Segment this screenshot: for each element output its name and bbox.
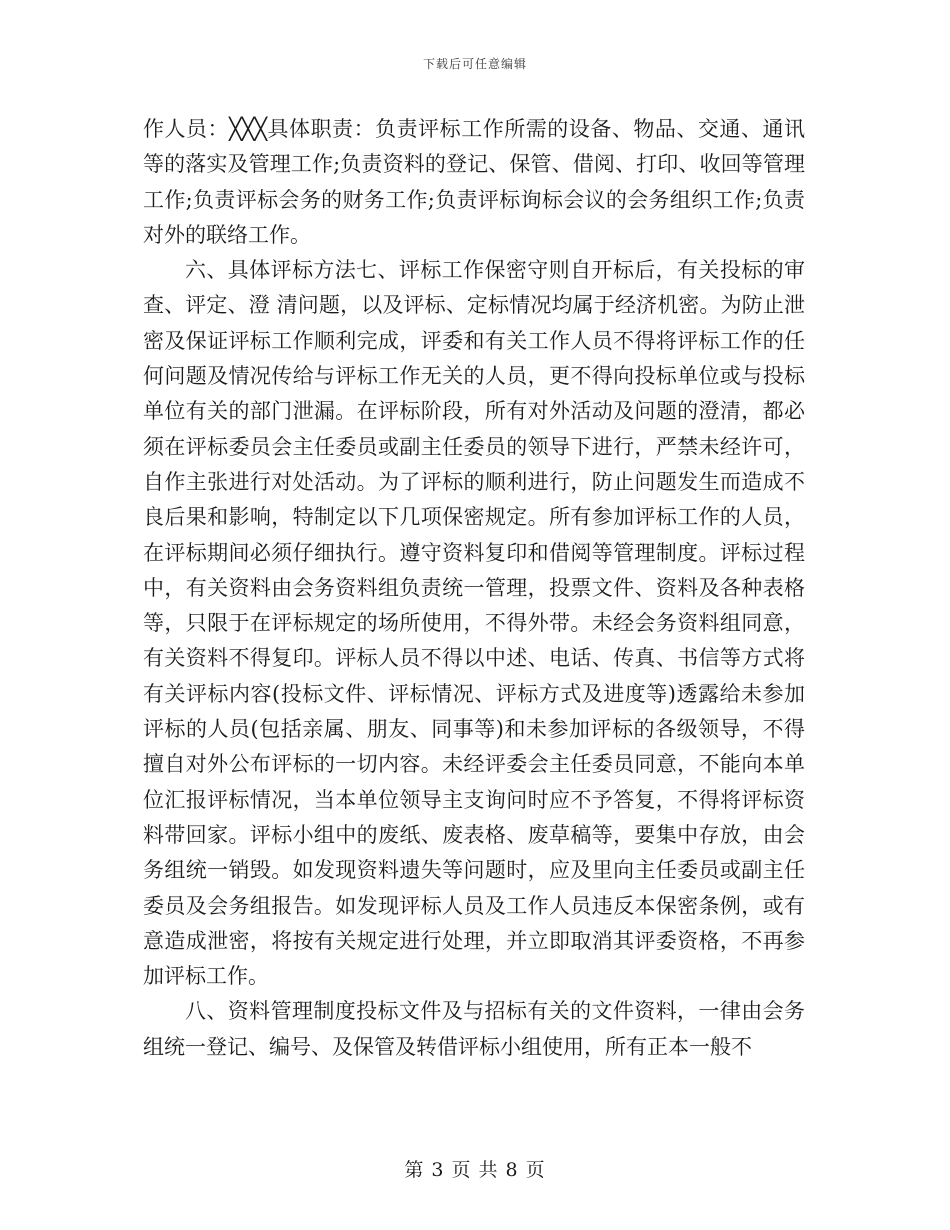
page-header-note: 下载后可任意编辑 [422,57,527,71]
page-number: 第 3 页 共 8 页 [404,1159,546,1181]
paragraph-confidentiality-rules: 六、具体评标方法七、评标工作保密守则自开标后，有关投标的审查、评定、澄 清问题，以及评标、定标情况均属于经济机密。为防止泄密及保证评标工作顺利完成，评委和有关工作人员不得将评标工作的任何问题及情况传给与评标工作无关的人员，更不得向投标单位或与投标单位有关的部门泄漏。在评标阶段，所有对外活动及问题的澄清，都必须在评标委员会主任委员或副主任委员的领导下进行，严禁未经许可，自作主张进行对处活动。为了评标的顺利进行，防止问题发生而造成不良后果和影响，特制定以下几项保密规定。所有参加评标工作的人员，在评标期间必须仔细执行。遵守资料复印和借阅等管理制度。评标过程中，有关资料由会务资料组负责统一管理，投票文件、资料及各种表格等，只限于在评标规定的场所使用，不得外带。未经会务资料组同意，有关资料不得复印。评标人员不得以中述、电话、传真、书信等方式将有关评标内容(投标文件、评标情况、评标方式及进度等)透露给未参加评标的人员(包括亲属、朋友、同事等)和未参加评标的各级领导，不得擅自对外公布评标的一切内容。未经评委会主任委员同意，不能向本单位汇报评标情况，当本单位领导主支询问时应不予答复，不得将评标资料带回家。评标小组中的废纸、废表格、废草稿等，要集中存放，由会务组统一销毁。如发现资料遗失等问题时，应及里向主任委员或副主任委员及会务组报告。如发现评标人员及工作人员违反本保密条例，或有意造成泄密，将按有关规定进行处理，并立即取消其评委资格，不再参加评标工作。 [143,258,805,989]
paragraph-staff-duties: 作人员：╳╳╳具体职责：负责评标工作所需的设备、物品、交通、通讯等的落实及管理工作;负责资料的登记、保管、借阅、打印、收回等管理工作;负责评标会务的财务工作;负责评标询标会议的会务组织工作;负责对外的联络工作。 [143,117,805,247]
paragraph-document-management: 八、资料管理制度投标文件及与招标有关的文件资料，一律由会务组统一登记、编号、及保管及转借评标小组使用，所有正本一般不 [143,999,805,1059]
document-body [143,112,805,1065]
